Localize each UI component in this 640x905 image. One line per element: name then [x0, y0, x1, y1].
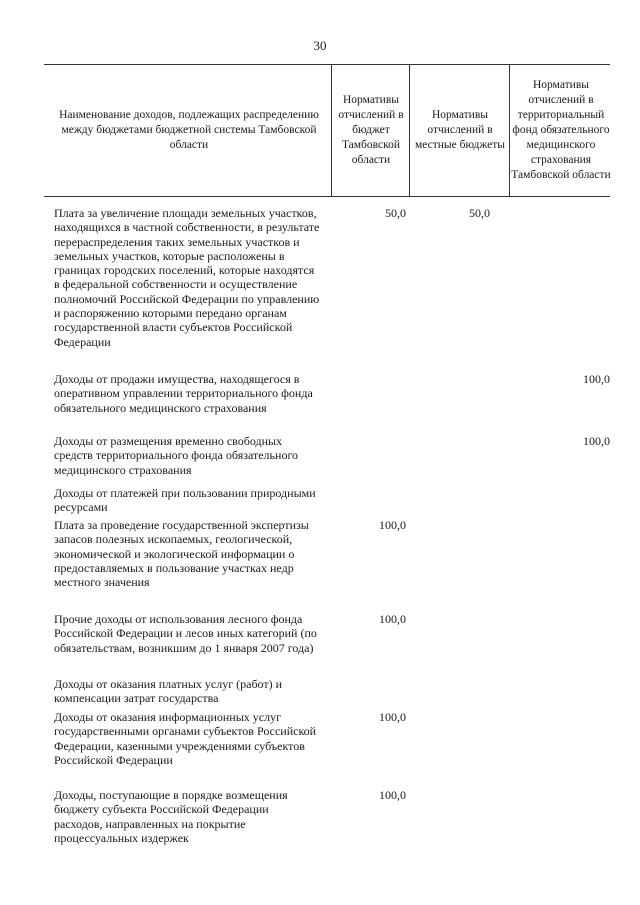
header-name-column: Наименование доходов, подлежащих распределению между бюджетами бюджетной системы Тамбовской области — [59, 108, 319, 151]
table-header-rule — [44, 196, 610, 197]
table-top-rule — [44, 64, 610, 65]
local-rate: 50,0 — [469, 206, 490, 220]
regional-rate: 100,0 — [379, 788, 406, 802]
income-name: Доходы от оказания платных услуг (работ) и компенсации затрат государства — [54, 677, 283, 706]
regional-rate: 50,0 — [385, 206, 406, 220]
income-name: Прочие доходы от использования лесного фонда Российской Федерации и лесов иных категорий (по обязательствам, возникшим до 1 января 2007 года) — [54, 612, 317, 655]
header-local-column: Нормативы отчислений в местные бюджеты — [414, 108, 506, 151]
income-name: Плата за проведение государственной экспертизы запасов полезных ископаемых, геологической, экономической и экологической информации о предоставляемых в пользование участках недр местного значения — [54, 518, 309, 590]
regional-rate: 100,0 — [379, 710, 406, 724]
income-name: Доходы от платежей при пользовании природными ресурсами — [54, 486, 316, 515]
income-name: Доходы, поступающие в порядке возмещения бюджету субъекта Российской Федерации расходов, направленных на покрытие процессуальных издержек — [54, 788, 288, 845]
fund-rate: 100,0 — [583, 372, 610, 386]
column-divider — [331, 64, 332, 196]
column-divider — [509, 64, 510, 196]
page-number: 30 — [313, 38, 327, 53]
income-name: Доходы от размещения временно свободных средств территориального фонда обязательного медицинского страхования — [54, 434, 299, 477]
income-name: Доходы от продажи имущества, находящегося в оперативном управлении территориального фонда обязательного медицинского страхования — [54, 372, 313, 415]
income-name: Плата за увеличение площади земельных участков, находящихся в частной собственности, в результате перераспределения таких земельных участков и земельных участков, которые расположены в границах городских поселений, которые находятся в федеральной собственности и осуществление полномочий Российской Федерации по управлению и распоряжению которыми передано органам государственной власти субъектов Российской Федерации — [54, 206, 320, 349]
header-fund-column: Нормативы отчислений в территориальный фонд обязательного медицинского страхования Тамбовской области — [511, 78, 611, 181]
column-divider — [409, 64, 410, 196]
regional-rate: 100,0 — [379, 518, 406, 532]
income-name: Доходы от оказания информационных услуг государственными органами субъектов Российской Федерации, казенными учреждениями субъектов Российской Федерации — [54, 710, 317, 767]
regional-rate: 100,0 — [379, 612, 406, 626]
header-regional-column: Нормативы отчислений в бюджет Тамбовской области — [338, 93, 404, 166]
fund-rate: 100,0 — [583, 434, 610, 448]
